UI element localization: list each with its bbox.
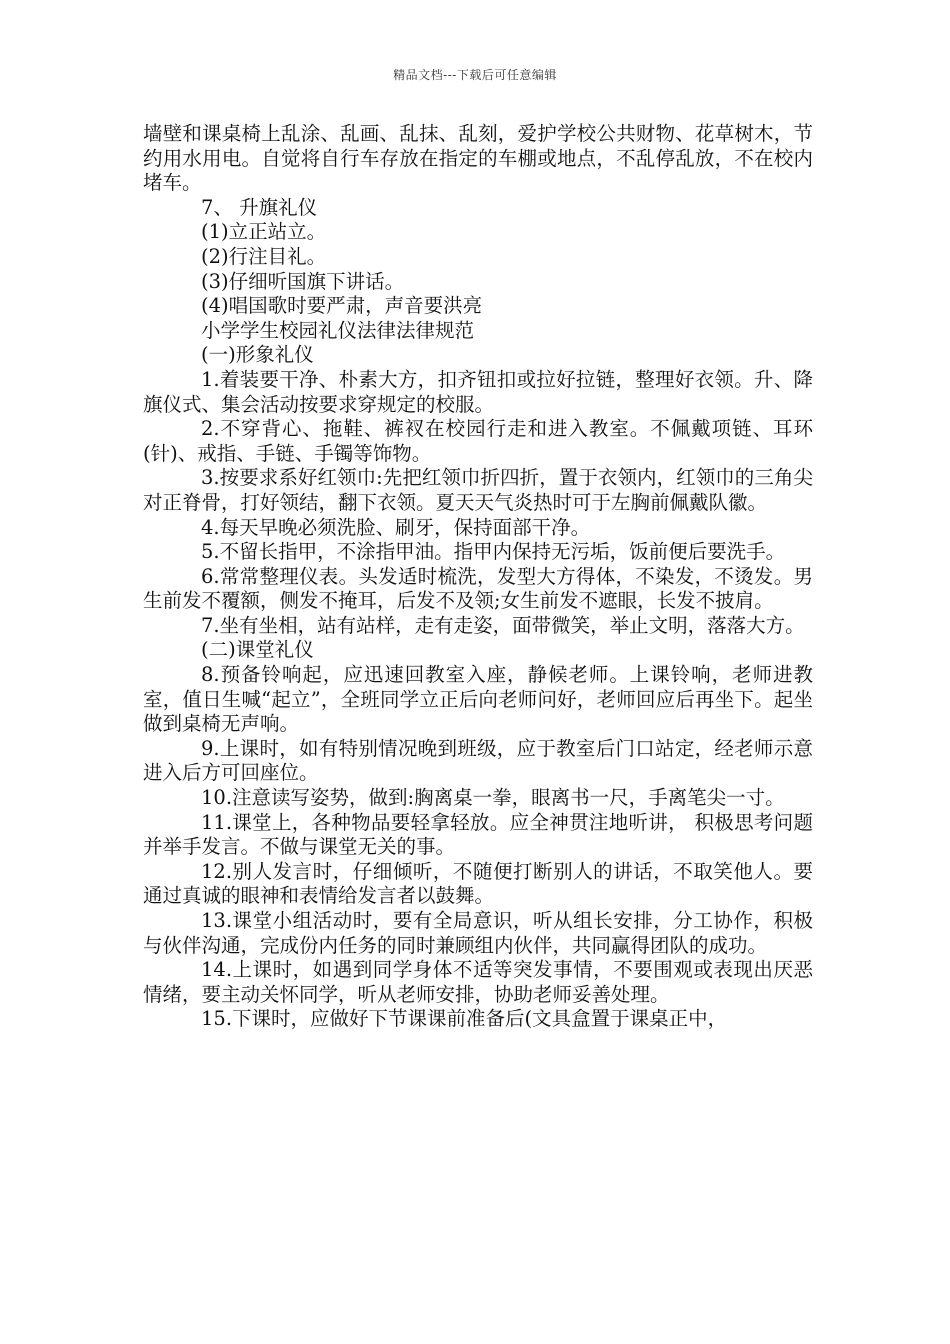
paragraph: 3.按要求系好红领巾:先把红领巾折四折，置于衣领内，红领巾的三角尖对正脊骨，打好领结，翻下衣领。夏天天气炎热时可于左胸前佩戴队徽。 [143,466,813,514]
paragraph: (4)唱国歌时要严肃，声音要洪亮 [201,294,483,318]
paragraph: 11.课堂上，各种物品要轻拿轻放。应全神贯注地听讲， 积极思考问题并举手发言。不做与课堂无关的事。 [143,810,813,859]
paragraph: 1.着装要干净、朴素大方，扣齐钮扣或拉好拉链，整理好衣领。升、降旗仪式、集会活动按要求穿规定的校服。 [143,367,813,416]
section-heading: (一)形象礼仪 [201,343,314,367]
paragraph: 6.常常整理仪表。头发适时梳洗，发型大方得体，不染发，不烫发。男生前发不覆额，侧发不掩耳，后发不及领;女生前发不遮眼，长发不披肩。 [143,564,813,613]
paragraph: (3)仔细听国旗下讲话。 [201,269,405,293]
document-body [143,122,813,1032]
paragraph: 7、 升旗礼仪 [201,195,318,219]
paragraph: 9.上课时，如有特别情况晚到班级，应于教室后门口站定，经老师示意进入后方可回座位。 [143,736,813,785]
paragraph: 14.上课时，如遇到同学身体不适等突发事情，不要围观或表现出厌恶情绪，要主动关怀同学，听从老师安排，协助老师妥善处理。 [143,958,813,1006]
page-header: 精品文档---下载后可任意编辑 [393,68,557,82]
paragraph: 15.下课时，应做好下节课课前准备后(文具盒置于课桌正中， [201,1007,728,1031]
section-heading: (二)课堂礼仪 [201,638,314,662]
paragraph: 4.每天早晚必须洗脸、刷牙，保持面部干净。 [201,515,591,539]
paragraph: 12.别人发言时，仔细倾听，不随便打断别人的讲话，不取笑他人。要通过真诚的眼神和表情给发言者以鼓舞。 [143,859,813,908]
paragraph: 13.课堂小组活动时，要有全局意识，听从组长安排，分工协作，积极与伙伴沟通，完成份内任务的同时兼顾组内伙伴，共同赢得团队的成功。 [143,909,813,957]
paragraph: 5.不留长指甲，不涂指甲油。指甲内保持无污垢，饭前便后要洗手。 [201,540,786,564]
paragraph: 墙壁和课桌椅上乱涂、乱画、乱抹、乱刻，爱护学校公共财物、花草树木，节约用水用电。自觉将自行车存放在指定的车棚或地点，不乱停乱放，不在校内堵车。 [143,122,813,195]
paragraph: (1)立正站立。 [201,220,327,244]
paragraph: 7.坐有坐相，站有站样，走有走姿，面带微笑，举止文明，落落大方。 [201,613,805,637]
paragraph: 2.不穿背心、拖鞋、裤衩在校园行走和进入教室。不佩戴项链、耳环(针)、戒指、手链、手镯等饰物。 [143,417,813,465]
paragraph: (2)行注目礼。 [201,244,327,268]
paragraph: 10.注意读写姿势，做到:胸离桌一拳，眼离书一尺，手离笔尖一寸。 [201,786,785,810]
paragraph: 8.预备铃响起，应迅速回教室入座，静候老师。上课铃响，老师进教室，值日生喊“起立”，全班同学立正后向老师问好，老师回应后再坐下。起坐做到桌椅无声响。 [143,663,813,736]
section-title: 小学学生校园礼仪法律法律规范 [201,318,475,342]
